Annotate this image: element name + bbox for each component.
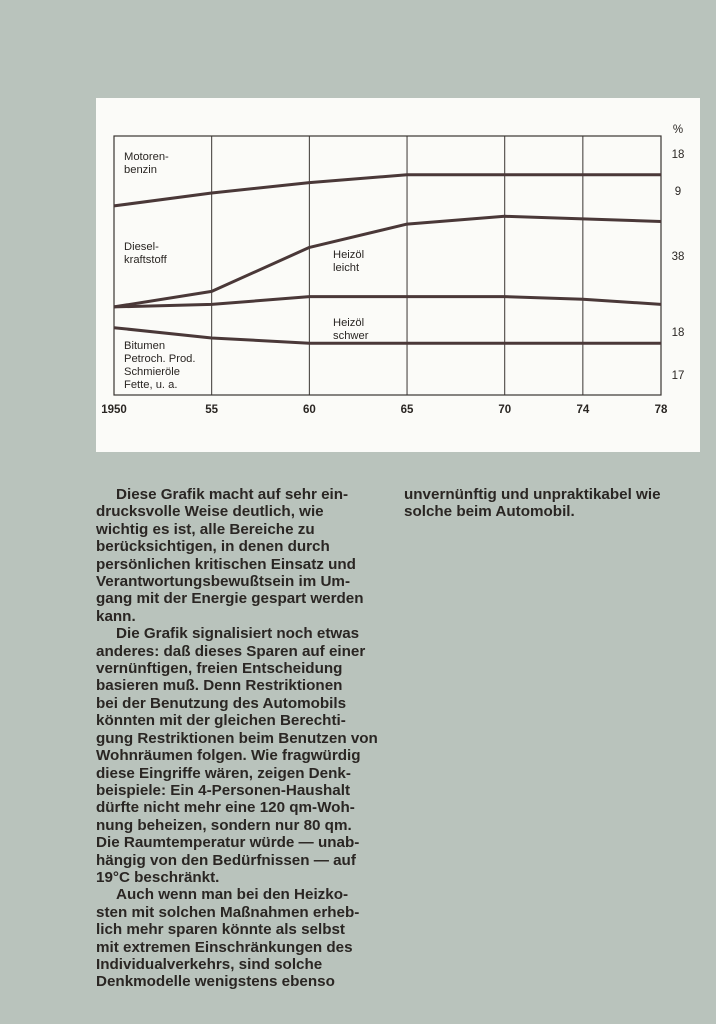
text-line: lich mehr sparen könnte als selbst [96,921,345,939]
oil-products-chart [96,98,700,452]
x-tick-label-78: 78 [654,404,668,416]
text-line: drucksvolle Weise deutlich, wie [96,503,324,521]
x-tick-label-65: 65 [400,404,414,416]
text-line: 19°C beschränkt. [96,868,220,886]
text-line: Verantwortungsbewußtsein im Um- [96,573,350,591]
band-label-3: Heizöl leicht [333,249,365,274]
band-label-1: Motoren-benzin [124,151,169,176]
share-label-5: 17 [671,370,685,382]
left-paragraph-2 [96,625,392,886]
text-line: vernünftigen, freien Entscheidung [96,660,343,678]
text-line: sten mit solchen Maßnahmen erheb- [96,903,360,921]
text-line: berücksichtigen, in denen durch [96,538,330,556]
text-line: beispiele: Ein 4-Personen-Haushalt [96,781,351,799]
text-line: Diese Grafik macht auf sehr ein- [116,486,349,503]
text-line: diese Eingriffe wären, zeigen Denk- [96,764,351,782]
text-line: Individualverkehrs, sind solche [96,955,323,973]
text-line: Wohnräumen folgen. Wie fragwürdig [96,747,361,765]
text-line: bei der Benutzung des Automobils [96,694,347,712]
text-line: anderes: daß dieses Sparen auf einer [96,642,366,660]
x-tick-label-70: 70 [498,404,512,416]
share-label-3: 38 [671,251,685,263]
right-paragraph-1 [404,486,694,521]
text-line: kann. [96,607,136,625]
share-label-4: 18 [671,327,685,339]
text-line: könnten mit der gleichen Berechti- [96,712,346,730]
text-column-right [404,486,694,521]
text-line: solche beim Automobil. [404,503,575,521]
text-line: wichtig es ist, alle Bereiche zu [96,520,315,538]
text-line: Die Grafik signalisiert noch etwas [116,625,360,643]
x-tick-label-74: 74 [576,404,590,416]
text-line: gang mit der Energie gespart werden [96,590,364,608]
text-line: Denkmodelle wenigstens ebenso [96,973,335,991]
chart-panel [96,98,700,452]
left-paragraph-3 [96,886,392,990]
x-tick-label-1950: 1950 [101,404,127,416]
text-line: hängig von den Bedürfnissen — auf [96,851,356,869]
text-line: persönlichen kritischen Einsatz und [96,555,356,573]
x-tick-label-60: 60 [302,404,316,416]
band-label-2: Diesel-kraftstoff [124,241,167,266]
text-line: nung beheizen, sondern nur 80 qm. [96,816,352,834]
text-column-left [96,486,392,991]
text-line: unvernünftig und unpraktikabel wie [404,486,661,503]
series-line-3 [114,297,661,307]
series-line-2 [114,216,661,307]
x-tick-label-55: 55 [205,404,219,416]
text-line: Auch wenn man bei den Heizko- [116,886,349,904]
text-line: mit extremen Einschränkungen des [96,938,353,956]
left-paragraph-1 [96,486,392,625]
share-label-1: 18 [671,149,685,161]
text-line: basieren muß. Denn Restriktionen [96,677,343,695]
y-unit-label: % [672,124,684,136]
text-line: gung Restriktionen beim Benutzen von [96,729,378,747]
series-line-1 [114,175,661,206]
band-label-5: Bitumen Petroch. Prod. Schmieröle Fette, u. a. [124,340,196,391]
band-label-4: Heizöl schwer [333,317,369,342]
text-line: Die Raumtemperatur würde — unab- [96,834,360,852]
series-line-4 [114,328,661,344]
text-line: dürfte nicht mehr eine 120 qm-Woh- [96,799,355,817]
share-label-2: 9 [674,186,682,198]
